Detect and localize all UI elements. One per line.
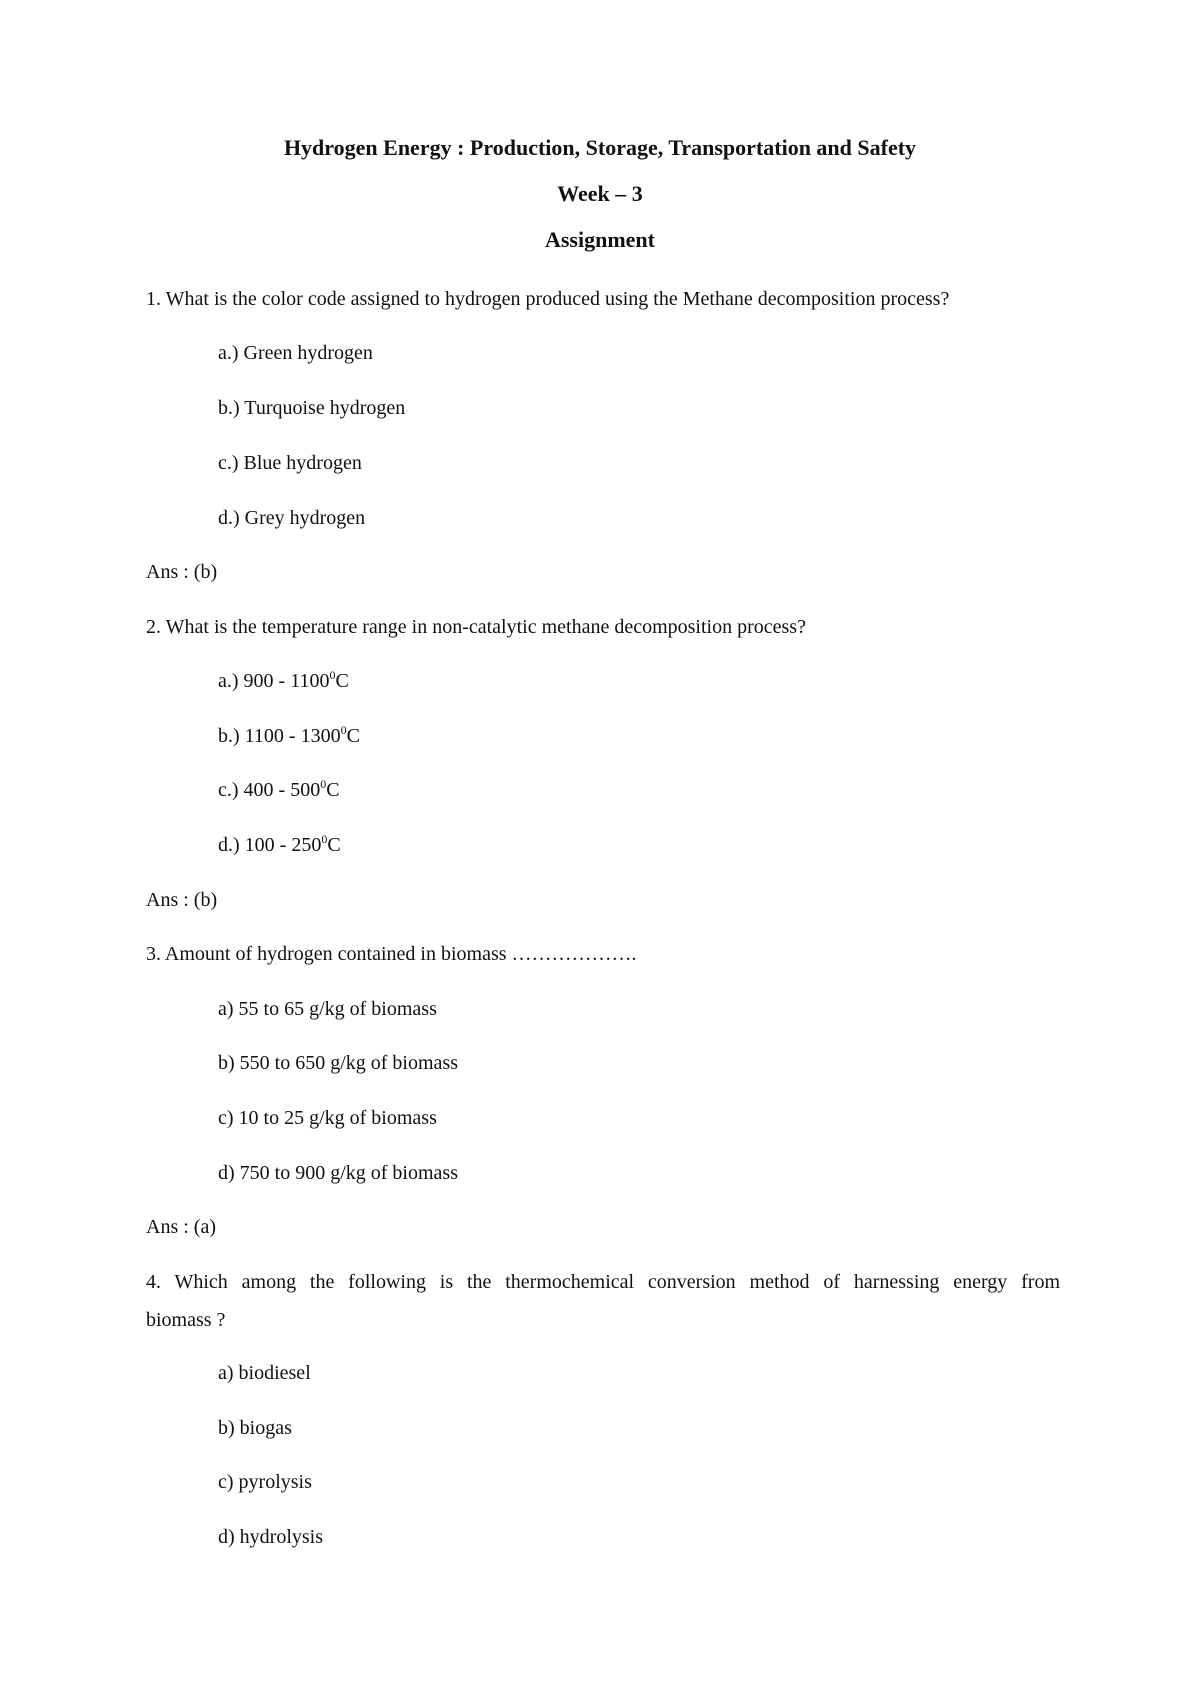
question-2-option-c: [218, 777, 340, 803]
option-value: a.) 900 - 1100: [218, 670, 330, 692]
option-unit: C: [335, 670, 349, 692]
option-unit: C: [326, 779, 340, 801]
question-1-text: 1. What is the color code assigned to hydrogen produced using the Methane decomposition process?: [146, 288, 950, 310]
question-4-text: [146, 1263, 1060, 1339]
degree-superscript: 0: [340, 723, 347, 737]
question-1-option-c: c.) Blue hydrogen: [218, 452, 362, 474]
document-title: Hydrogen Energy : Production, Storage, Transportation and Safety: [283, 135, 917, 160]
question-2-option-d: [218, 832, 341, 858]
assignment-heading: Assignment: [544, 227, 655, 252]
question-1-option-d: d.) Grey hydrogen: [218, 507, 366, 529]
question-3-answer: Ans : (a): [146, 1216, 216, 1238]
option-unit: C: [346, 725, 360, 747]
question-3-option-b: b) 550 to 650 g/kg of biomass: [218, 1052, 458, 1074]
question-2-text: 2. What is the temperature range in non-catalytic methane decomposition process?: [146, 616, 806, 638]
question-3-text: 3. Amount of hydrogen contained in biomass ……………….: [146, 943, 637, 965]
question-3-option-c: c) 10 to 25 g/kg of biomass: [218, 1107, 437, 1129]
question-3-option-a: a) 55 to 65 g/kg of biomass: [218, 998, 437, 1020]
option-value: b.) 1100 - 1300: [218, 725, 341, 747]
question-4-option-b: b) biogas: [218, 1417, 292, 1439]
question-3-option-d: d) 750 to 900 g/kg of biomass: [218, 1162, 458, 1184]
question-4-option-d: d) hydrolysis: [218, 1526, 323, 1548]
degree-superscript: 0: [329, 668, 336, 682]
option-value: d.) 100 - 250: [218, 834, 322, 856]
question-2-answer: Ans : (b): [146, 889, 218, 911]
question-1-option-a: a.) Green hydrogen: [218, 342, 373, 364]
question-4-line-2: biomass ?: [146, 1309, 226, 1331]
option-unit: C: [327, 834, 341, 856]
week-label: Week – 3: [557, 181, 643, 206]
question-4-option-a: a) biodiesel: [218, 1362, 311, 1384]
question-4-line-1: 4. Which among the following is the thermochemical conversion method of harnessing energy from: [146, 1271, 1060, 1293]
degree-superscript: 0: [320, 777, 327, 791]
degree-superscript: 0: [321, 832, 328, 846]
question-2-option-b: [218, 723, 360, 749]
question-1-answer: Ans : (b): [146, 561, 218, 583]
question-4-option-c: c) pyrolysis: [218, 1471, 312, 1493]
option-value: c.) 400 - 500: [218, 779, 321, 801]
question-1-option-b: b.) Turquoise hydrogen: [218, 397, 406, 419]
question-2-option-a: [218, 668, 349, 694]
